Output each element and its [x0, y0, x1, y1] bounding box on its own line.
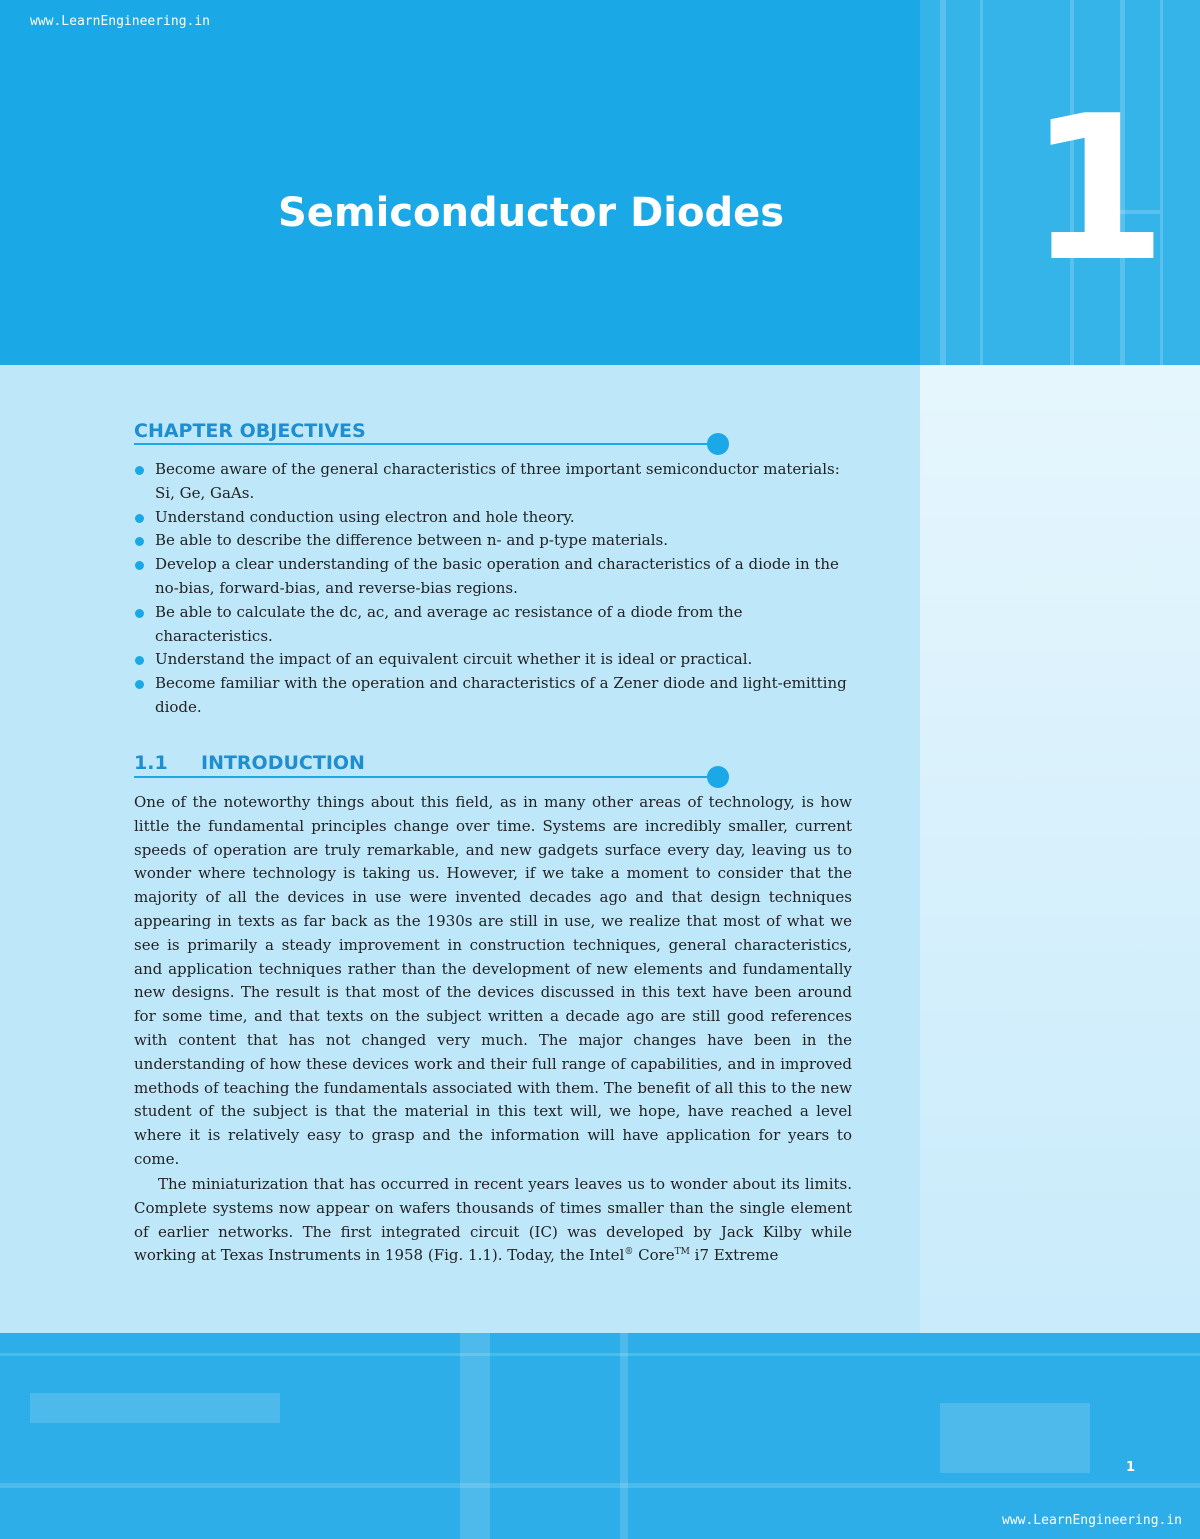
- chapter-title: Semiconductor Diodes: [278, 190, 785, 236]
- introduction-rule: [134, 776, 719, 778]
- objective-item: Become familiar with the operation and characteristics of a Zener diode and light-emitting diode.: [134, 672, 854, 720]
- objectives-list: [134, 458, 854, 720]
- objectives-rule-dot: [707, 433, 729, 455]
- bullet-icon: [135, 514, 144, 523]
- side-panel: [920, 365, 1200, 1333]
- introduction-rule-dot: [707, 766, 729, 788]
- intro-paragraph-2: The miniaturization that has occurred in recent years leaves us to wonder about its limits. Complete systems now appear on wafers thousands of times smaller than the single element of earlier networks. The first integrated circuit (IC) was developed by Jack Kilby while working at Texas Instruments in 1958 (Fig. 1.1). Today, the Intel® Core™ i7 Extreme: [134, 1175, 852, 1265]
- registered-mark: ®: [624, 1247, 634, 1258]
- watermark-bottom[interactable]: www.LearnEngineering.in: [1002, 1513, 1183, 1528]
- bullet-icon: [135, 680, 144, 689]
- bullet-icon: [135, 609, 144, 618]
- objectives-rule: [134, 443, 719, 445]
- bullet-icon: [135, 537, 144, 546]
- chapter-number: 1: [1028, 73, 1168, 306]
- chapter-header-band: [0, 0, 1200, 365]
- objectives-heading: CHAPTER OBJECTIVES: [134, 420, 366, 442]
- objective-item: Become aware of the general characteristics of three important semiconductor materials: Si, Ge, GaAs.: [134, 458, 854, 506]
- section-number: 1.1: [134, 752, 168, 774]
- trademark-mark: TM: [674, 1247, 690, 1258]
- section-title: INTRODUCTION: [201, 752, 365, 774]
- objective-item: Understand conduction using electron and hole theory.: [134, 506, 854, 530]
- objective-item: Be able to calculate the dc, ac, and average ac resistance of a diode from the characteristics.: [134, 601, 854, 649]
- page-number: 1: [1126, 1460, 1136, 1475]
- objective-item: Develop a clear understanding of the basic operation and characteristics of a diode in the no-bias, forward-bias, and reverse-bias regions.: [134, 553, 854, 601]
- objective-item: Understand the impact of an equivalent circuit whether it is ideal or practical.: [134, 648, 854, 672]
- bullet-icon: [135, 466, 144, 475]
- footer-circuit-band: [0, 1333, 1200, 1539]
- bullet-icon: [135, 656, 144, 665]
- bullet-icon: [135, 561, 144, 570]
- intro-paragraph-1: One of the noteworthy things about this field, as in many other areas of technology, is how little the fundamental principles change over time. Systems are incredibly smaller, current speeds of operation are truly remarkable, and new gadgets surface every day, leaving us to wonder where technology is taking us. However, if we take a moment to consider that the majority of all the devices in use were invented decades ago and that design techniques appearing in texts as far back as the 1930s are still in use, we realize that most of what we see is primarily a steady improvement in construction techniques, general characteristics, and application techniques rather than the development of new elements and fundamentally new designs. The result is that most of the devices discussed in this text have been around for some time, and that texts on the subject written a decade ago are still good references with content that has not changed very much. The major changes have been in the understanding of how these devices work and their full range of capabilities, and in improved methods of teaching the fundamentals associated with them. The benefit of all this to the new student of the subject is that the material in this text will, we hope, have reached a level where it is relatively easy to grasp and the information will have application for years to come.: [134, 793, 852, 1168]
- objective-item: Be able to describe the difference between n- and p-type materials.: [134, 529, 854, 553]
- watermark-top[interactable]: www.LearnEngineering.in: [30, 14, 211, 29]
